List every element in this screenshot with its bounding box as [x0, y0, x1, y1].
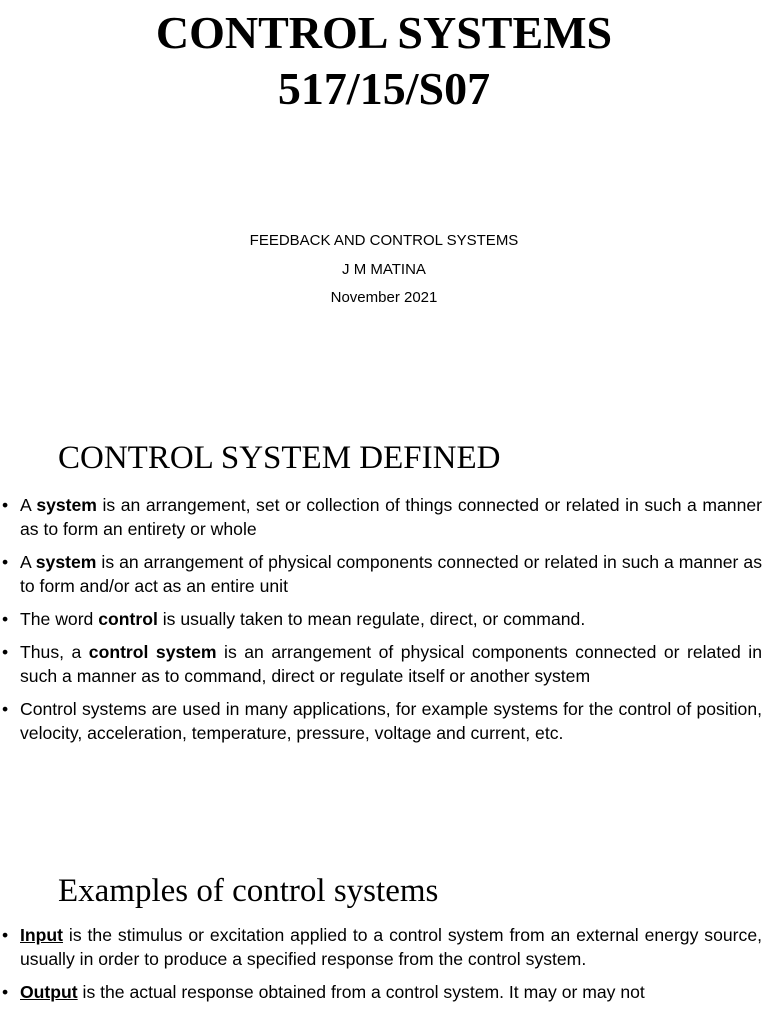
bullet-term: control system	[88, 642, 217, 662]
title-line-2: 517/15/S07	[277, 63, 491, 114]
bullet-term: system	[35, 552, 97, 572]
bullet-text: is an arrangement of physical components connected or related in such a manner as to form and/or act as an entire unit	[20, 552, 762, 596]
bullet-icon: •	[2, 982, 9, 1002]
date-label: November 2021	[330, 289, 438, 306]
bullet-term: Input	[20, 925, 63, 945]
bullet-item	[0, 980, 762, 1004]
bullet-text: is an arrangement, set or collection of things connected or related in such a manner as to form an entirety or whole	[20, 495, 763, 539]
bullet-icon: •	[2, 609, 9, 629]
bullet-text: A	[20, 552, 36, 572]
bullet-icon: •	[2, 699, 9, 719]
bullet-text: The word	[20, 609, 99, 629]
section-heading-examples: Examples of control systems	[58, 873, 439, 909]
bullet-text: is the stimulus or excitation applied to a control system from an external energy source, usually in order to produce a specified response from the control system.	[20, 925, 762, 969]
bullet-icon: •	[2, 925, 9, 945]
bullet-text: is usually taken to mean regulate, direct, or command.	[157, 609, 586, 629]
bullet-item	[0, 640, 762, 688]
bullet-term: control	[98, 609, 158, 629]
examples-bullet-list	[0, 923, 762, 1013]
bullet-icon: •	[2, 642, 9, 662]
section-heading-defined: CONTROL SYSTEM DEFINED	[58, 440, 501, 476]
bullet-item	[0, 607, 762, 631]
bullet-item	[0, 550, 762, 598]
bullet-item	[0, 697, 762, 745]
bullet-text: is the actual response obtained from a control system. It may or may not	[77, 982, 645, 1002]
bullet-item	[0, 923, 762, 971]
bullet-icon: •	[2, 495, 9, 515]
definition-bullet-list	[0, 493, 762, 754]
bullet-icon: •	[2, 552, 9, 572]
bullet-text: A	[20, 495, 37, 515]
course-name: FEEDBACK AND CONTROL SYSTEMS	[249, 232, 519, 249]
bullet-text: Control systems are used in many applications, for example systems for the control of position, velocity, acceleration, temperature, pressure, voltage and current, etc.	[20, 699, 762, 743]
bullet-text: is an arrangement of physical components connected or related in such a manner as to command, direct or regulate itself or another system	[20, 642, 762, 686]
bullet-term: system	[36, 495, 97, 515]
bullet-text: Thus, a	[20, 642, 89, 662]
author-name: J M MATINA	[342, 261, 426, 278]
title-line-1: CONTROL SYSTEMS	[155, 7, 613, 58]
bullet-item	[0, 493, 762, 541]
bullet-term: Output	[20, 982, 78, 1002]
